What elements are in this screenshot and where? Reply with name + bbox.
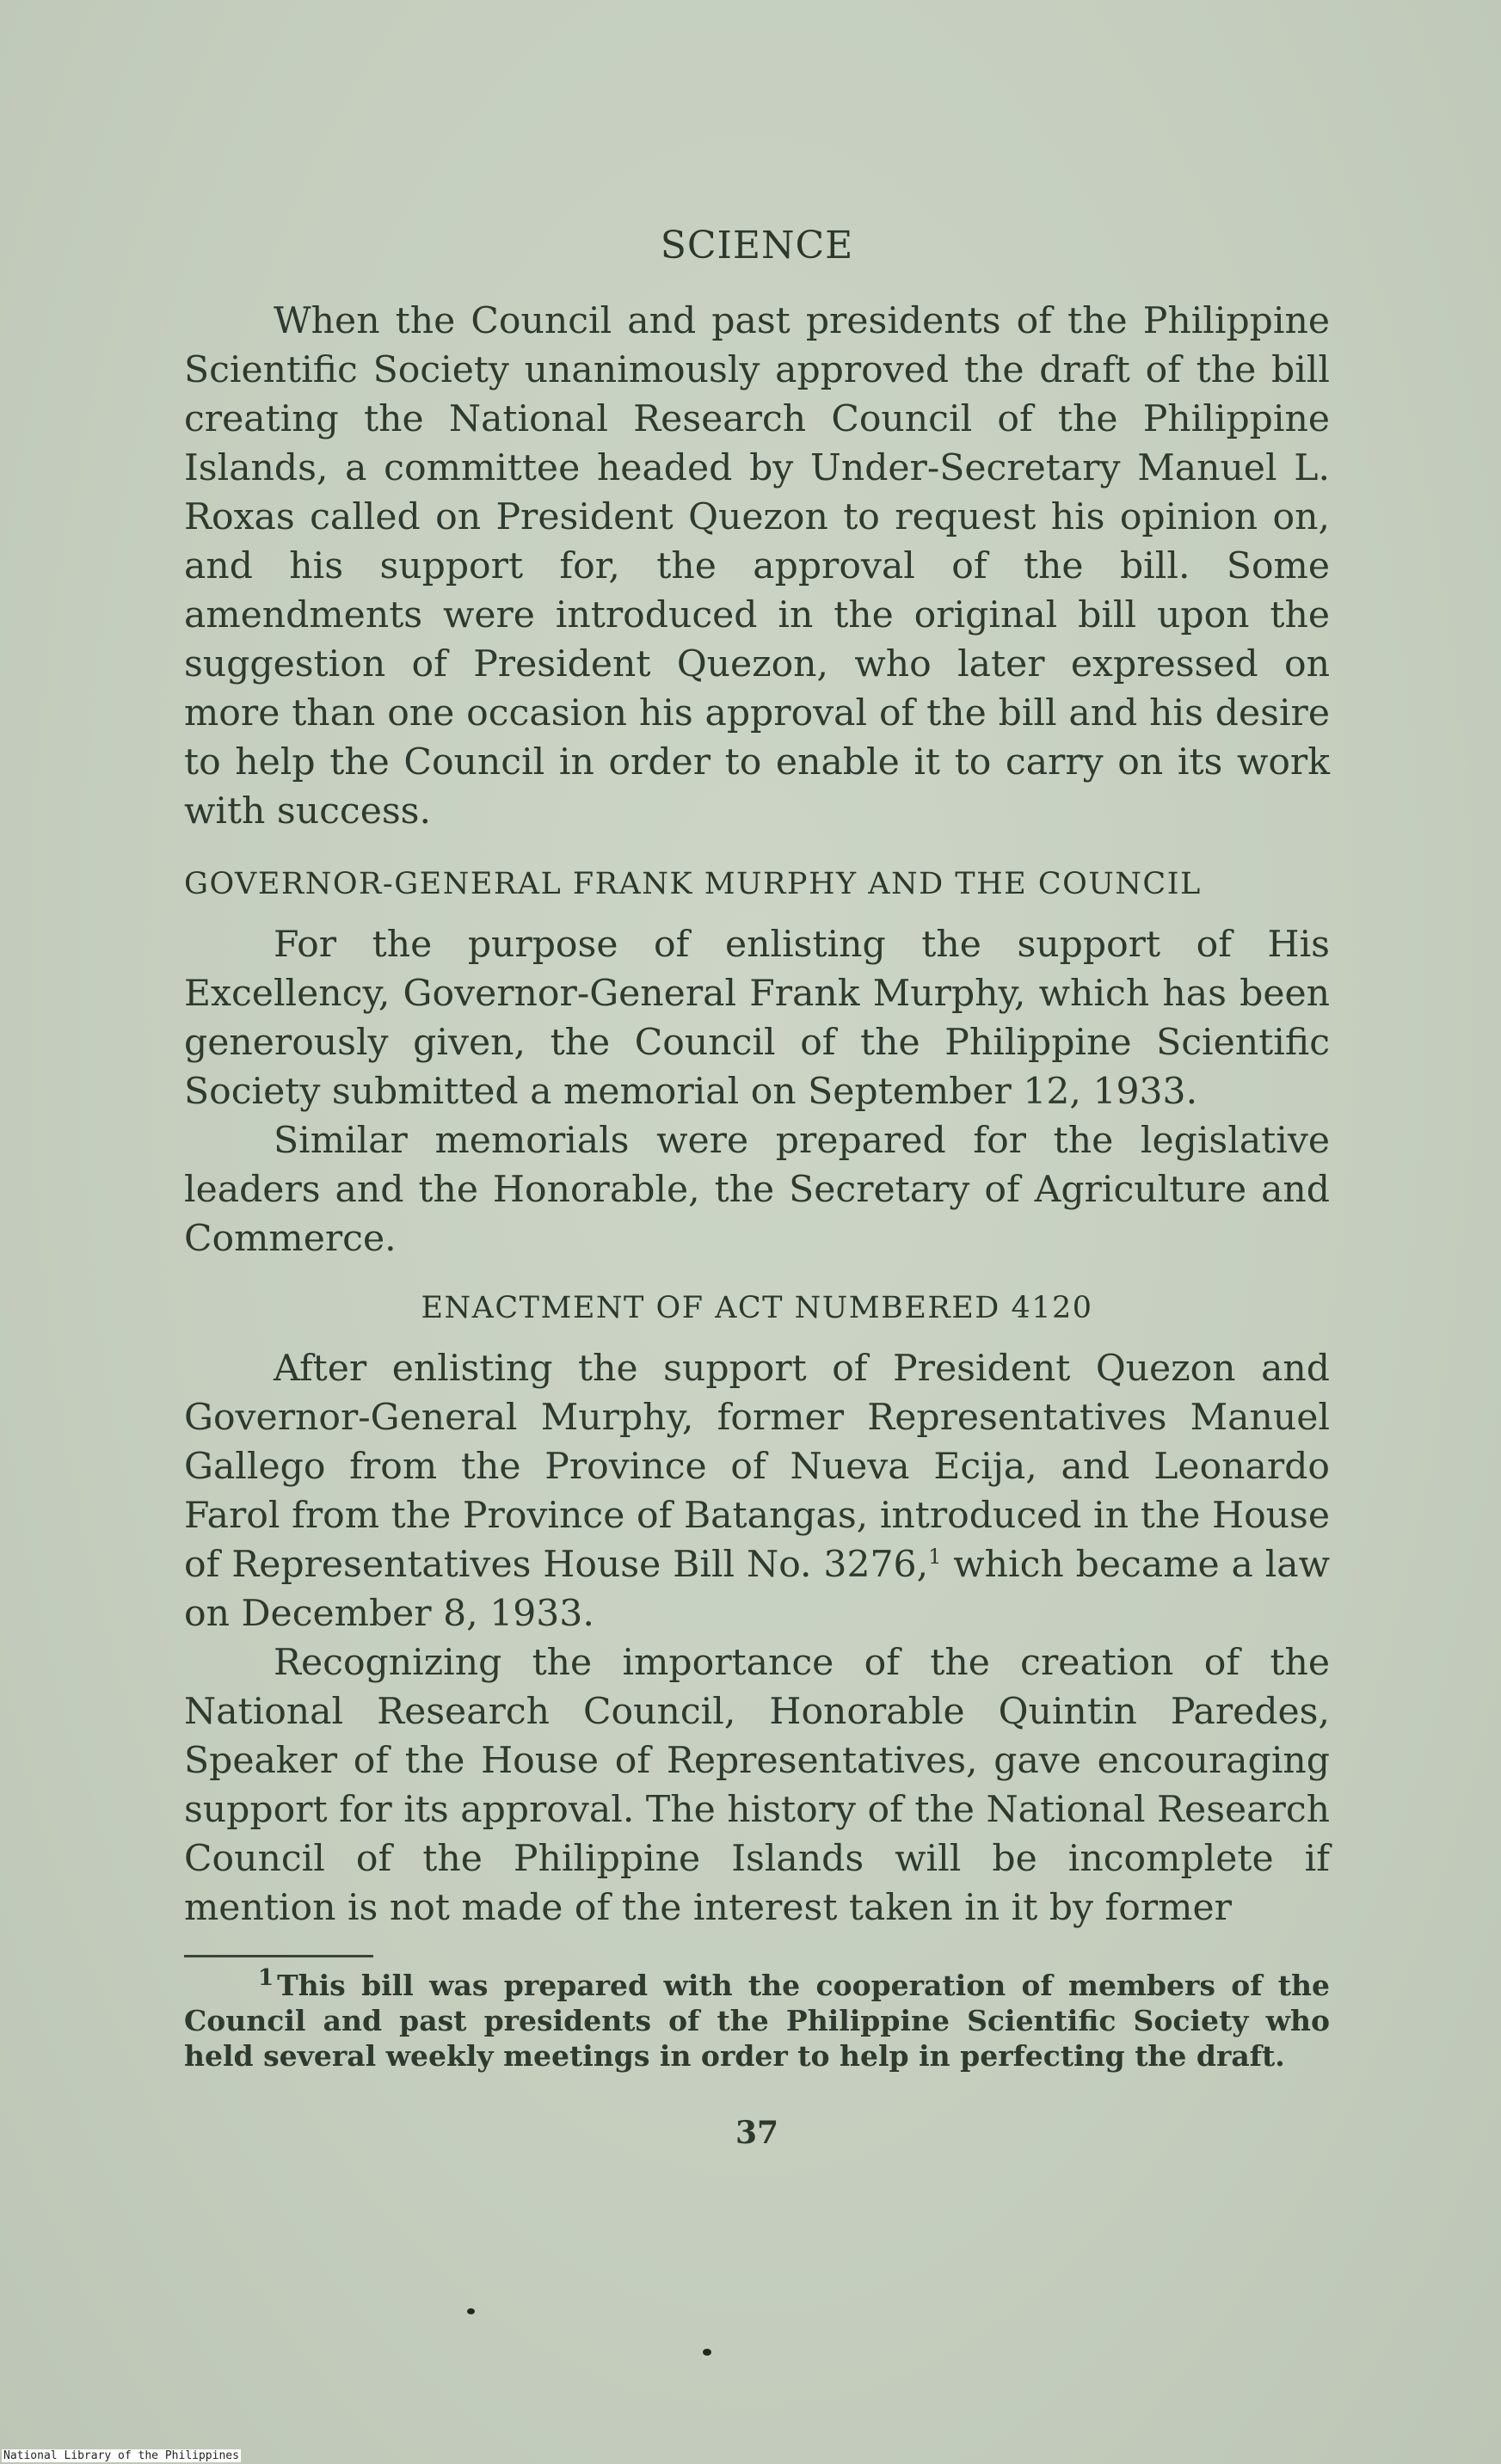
intro-paragraph: When the Council and past presidents of the Philippine Scientific Society unanimously approved the draft of the bill creating the National Research Council of the Philippine Islands, a committee headed by Under-Secretary Manuel L. Roxas called on President Quezon to request his opinion on, and his support for, the approval of the bill. Some amendments were introduced in the original bill upon the suggestion of President Quezon, who later expressed on more than one occasion his approval of the bill and his desire to help the Council in order to enable it to carry on its work with success. bbox=[184, 300, 1330, 833]
act-paragraph-2: Recognizing the importance of the creation of the National Research Council, Honorable Quintin Paredes, Speaker of the House of Representatives, gave encouraging support for its approval. The history of the National Research Council of the Philippine Islands will be incomplete if mention is not made of the interest taken in it by former bbox=[184, 1642, 1330, 1929]
footnote-text: This bill was prepared with the cooperation of members of the Council and past presidents of the Philippine Scientific Society who held several weekly meetings in order to help in perfecting the draft. bbox=[184, 1969, 1330, 2073]
page-number: 37 bbox=[735, 2115, 779, 2151]
footnote-reference: 1 bbox=[928, 1544, 942, 1569]
paper-speck bbox=[703, 2349, 711, 2356]
running-head: SCIENCE bbox=[660, 224, 854, 267]
footnote bbox=[184, 1965, 1330, 2074]
library-credit: National Library of the Philippines bbox=[3, 2449, 239, 2462]
footnote-rule bbox=[184, 1955, 373, 1957]
murphy-paragraph-1: For the purpose of enlisting the support of His Excellency, Governor-General Frank Murphy, which has been generously given, the Council of the Philippine Scientific Society submitted a memorial on September 12, 1933. bbox=[184, 924, 1330, 1113]
paper-speck bbox=[467, 2308, 475, 2314]
page-body bbox=[184, 224, 1330, 2151]
act-paragraph-1-text-end: which became a law on December 8, 1933. bbox=[184, 1544, 1331, 1635]
act-paragraph-1 bbox=[184, 1344, 1330, 1638]
murphy-paragraph-2: Similar memorials were prepared for the legislative leaders and the Honorable, the Secretary of Agriculture and Commerce. bbox=[184, 1120, 1330, 1260]
act-paragraph-1-text: After enlisting the support of President Quezon and Governor-General Murphy, former Representatives Manuel Gallego from the Province of Nueva Ecija, and Leonardo Farol from the Province of Batangas, introduced in the House of Representatives House Bill No. 3276, bbox=[184, 1348, 1330, 1586]
section-heading-murphy: GOVERNOR-GENERAL FRANK MURPHY AND THE COUNCIL bbox=[184, 867, 1202, 901]
footnote-mark: 1 bbox=[258, 1965, 274, 1991]
section-heading-act: ENACTMENT OF ACT NUMBERED 4120 bbox=[421, 1291, 1093, 1325]
